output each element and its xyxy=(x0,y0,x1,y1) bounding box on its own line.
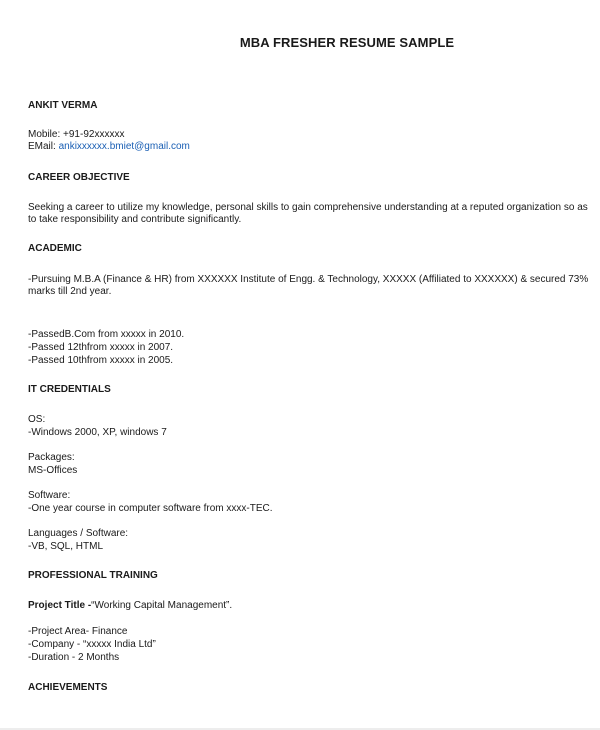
document-title: MBA FRESHER RESUME SAMPLE xyxy=(239,35,455,50)
academic-pursuing: -Pursuing M.B.A (Finance & HR) from XXXXXX Institute of Engg. & Technology, XXXXX (Affiliated to XXXXXX) & secured 73% marks till 2nd year. xyxy=(28,274,589,297)
candidate-name: ANKIT VERMA xyxy=(28,100,98,111)
career-objective-text: Seeking a career to utilize my knowledge, personal skills to gain comprehensive understanding at a reputed organization so as to take responsibility and contribute significantly. xyxy=(28,202,588,225)
languages-value: -VB, SQL, HTML xyxy=(28,541,104,552)
os-label: OS: xyxy=(28,414,46,425)
software-value: -One year course in computer software from xxxx-TEC. xyxy=(28,503,273,514)
academic-heading: ACADEMIC xyxy=(28,243,82,254)
professional-training-heading: PROFESSIONAL TRAINING xyxy=(28,570,158,581)
project-duration: -Duration - 2 Months xyxy=(28,652,120,663)
os-value: -Windows 2000, XP, windows 7 xyxy=(28,427,167,438)
email-label: EMail: xyxy=(28,141,56,152)
mobile-label: Mobile: xyxy=(28,129,61,140)
achievements-heading: ACHIEVEMENTS xyxy=(28,682,108,693)
project-area: -Project Area- Finance xyxy=(28,626,128,637)
project-title-value: “Working Capital Management”. xyxy=(91,600,233,611)
it-credentials-heading: IT CREDENTIALS xyxy=(28,384,111,395)
academic-item: -Passed 12thfrom xxxxx in 2007. xyxy=(28,342,174,353)
packages-value: MS-Offices xyxy=(28,465,78,476)
email-link[interactable]: ankixxxxxx.bmiet@gmail.com xyxy=(58,141,190,152)
project-title-label: Project Title - xyxy=(28,600,92,611)
career-objective-heading: CAREER OBJECTIVE xyxy=(28,172,130,183)
academic-item: -Passed 10thfrom xxxxx in 2005. xyxy=(28,355,174,366)
project-title-line xyxy=(28,600,232,612)
project-company: -Company - “xxxxx India Ltd” xyxy=(28,639,156,650)
mobile-value: +91-92xxxxxx xyxy=(63,129,125,140)
academic-item: -PassedB.Com from xxxxx in 2010. xyxy=(28,329,185,340)
mobile-line xyxy=(28,129,124,141)
packages-label: Packages: xyxy=(28,452,75,463)
email-line xyxy=(28,141,190,153)
languages-label: Languages / Software: xyxy=(28,528,129,539)
software-label: Software: xyxy=(28,490,71,501)
